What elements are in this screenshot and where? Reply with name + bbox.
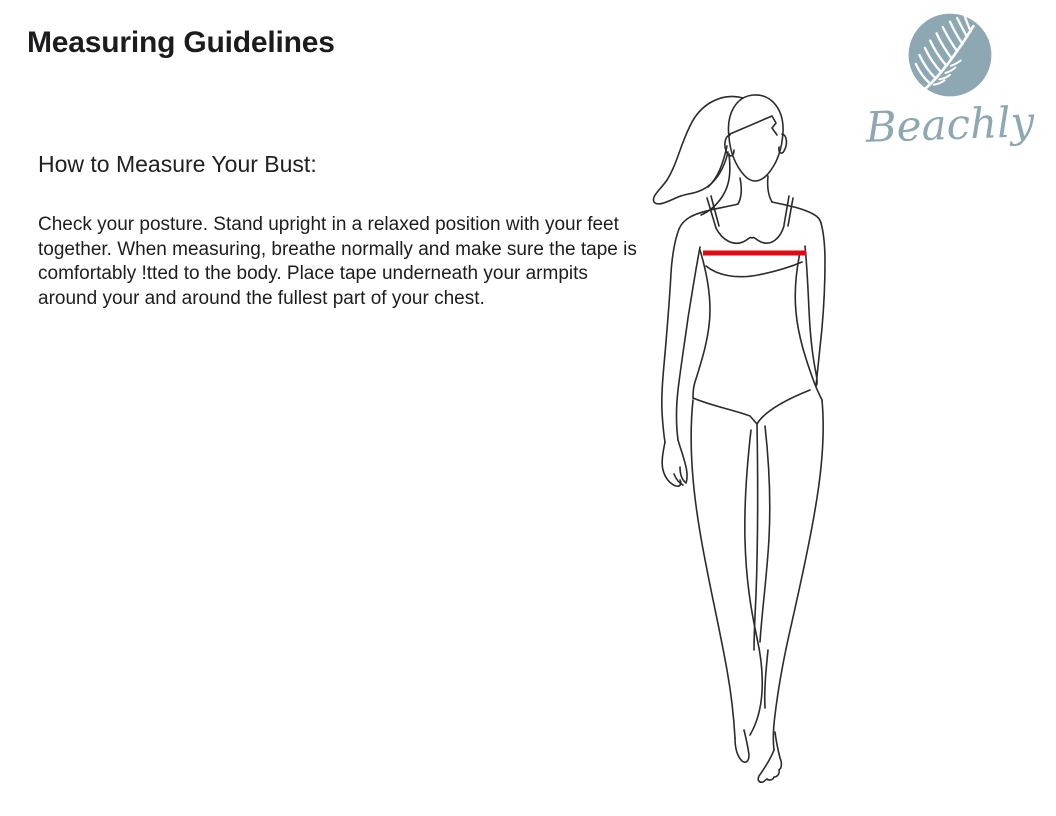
page-title: Measuring Guidelines	[27, 26, 335, 59]
section-heading: How to Measure Your Bust:	[38, 151, 317, 177]
croquis-sketch	[630, 90, 860, 800]
brand-block	[862, 10, 1038, 152]
body-measurement-figure	[630, 90, 860, 800]
palm-leaf-icon	[905, 10, 995, 100]
brand-wordmark: Beachly	[864, 97, 1036, 152]
measuring-instructions-text: Check your posture. Stand upright in a relaxed position with your feet together. When measuring, breathe normally and make sure the tape is comfortably !tted to the body. Place tape underneath your armpits around your and around the fullest part of your chest.	[38, 214, 637, 309]
